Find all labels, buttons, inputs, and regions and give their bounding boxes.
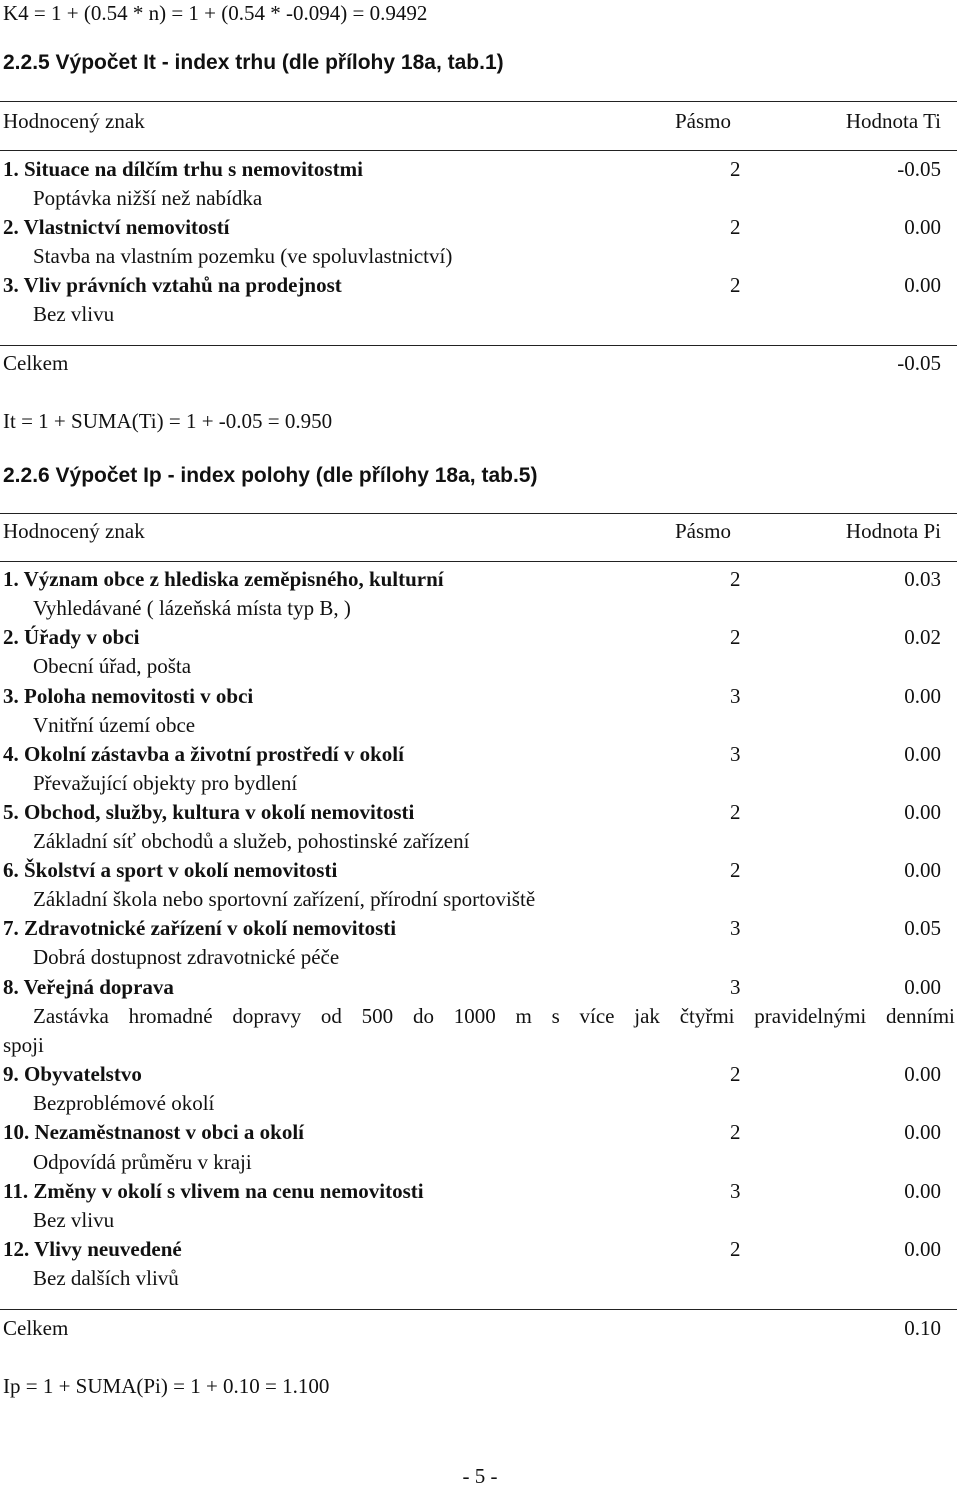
description-word: dopravy <box>232 1004 302 1028</box>
description-word: denními <box>886 1004 955 1028</box>
description-word: 500 <box>361 1004 394 1028</box>
criterion-pasmo: 2 <box>730 157 741 181</box>
criterion-title: 4. Okolní zástavba a životní prostředí v okolí <box>3 742 404 766</box>
criterion-description: Převažující objekty pro bydlení <box>33 771 298 795</box>
criterion-pasmo: 2 <box>730 1120 741 1144</box>
description-word: více <box>579 1004 615 1028</box>
column-header-hodnota: Hodnota Ti <box>845 109 941 133</box>
section-ip-heading: 2.2.6 Výpočet Ip - index polohy (dle přílohy 18a, tab.5) <box>3 464 538 487</box>
column-header-label: Hodnocený znak <box>3 109 145 133</box>
description-word: 1000 <box>453 1004 496 1028</box>
criterion-description: Stavba na vlastním pozemku (ve spoluvlastnictví) <box>33 244 453 268</box>
column-header-pasmo: Pásmo <box>675 109 732 133</box>
criterion-value: 0.00 <box>904 215 941 239</box>
total-label: Celkem <box>3 351 69 375</box>
criterion-pasmo: 2 <box>730 800 741 824</box>
criterion-pasmo: 2 <box>730 215 741 239</box>
criterion-value: 0.00 <box>904 742 941 766</box>
description-word: m <box>515 1004 532 1028</box>
total-value: 0.10 <box>904 1316 941 1340</box>
criterion-description <box>33 1004 955 1028</box>
criterion-description: Vnitřní území obce <box>33 713 196 737</box>
criterion-value: 0.02 <box>904 625 941 649</box>
criterion-pasmo: 2 <box>730 1237 741 1261</box>
description-word: do <box>412 1004 434 1028</box>
criterion-pasmo: 2 <box>730 625 741 649</box>
criterion-pasmo: 3 <box>730 1179 741 1203</box>
criterion-value: 0.00 <box>904 1237 941 1261</box>
criterion-title: 2. Úřady v obci <box>3 625 140 649</box>
it-formula: It = 1 + SUMA(Ti) = 1 + -0.05 = 0.950 <box>3 409 333 433</box>
k4-formula: K4 = 1 + (0.54 * n) = 1 + (0.54 * -0.094) = 0.9492 <box>3 1 428 25</box>
section-ip-header-bottom-rule <box>0 561 957 562</box>
description-word: čtyřmi <box>679 1004 735 1028</box>
column-header-pasmo: Pásmo <box>675 519 732 543</box>
description-word: jak <box>634 1004 660 1028</box>
criterion-description-continuation: spoji <box>3 1033 44 1057</box>
criterion-description: Bezproblémové okolí <box>33 1091 215 1115</box>
criterion-title: 5. Obchod, služby, kultura v okolí nemovitosti <box>3 800 415 824</box>
criterion-pasmo: 2 <box>730 1062 741 1086</box>
criterion-pasmo: 2 <box>730 273 741 297</box>
criterion-title: 1. Význam obce z hlediska zeměpisného, kulturní <box>3 567 444 591</box>
criterion-value: 0.00 <box>904 858 941 882</box>
column-header-label: Hodnocený znak <box>3 519 145 543</box>
criterion-pasmo: 3 <box>730 975 741 999</box>
section-it-header-bottom-rule <box>0 150 957 151</box>
page-number: - 5 - <box>462 1464 498 1488</box>
criterion-value: 0.00 <box>904 1120 941 1144</box>
criterion-description: Základní síť obchodů a služeb, pohostinské zařízení <box>33 829 470 853</box>
criterion-title: 6. Školství a sport v okolí nemovitosti <box>3 858 338 882</box>
section-it-total-rule <box>0 345 957 346</box>
criterion-description: Bez vlivu <box>33 302 115 326</box>
criterion-value: 0.03 <box>904 567 941 591</box>
criterion-description: Základní škola nebo sportovní zařízení, přírodní sportoviště <box>33 887 536 911</box>
total-label: Celkem <box>3 1316 69 1340</box>
criterion-title: 2. Vlastnictví nemovitostí <box>3 215 230 239</box>
description-word: s <box>551 1004 560 1028</box>
criterion-title: 9. Obyvatelstvo <box>3 1062 142 1086</box>
description-word: od <box>320 1004 342 1028</box>
criterion-title: 1. Situace na dílčím trhu s nemovitostmi <box>3 157 363 181</box>
criterion-title: 7. Zdravotnické zařízení v okolí nemovitosti <box>3 916 397 940</box>
criterion-value: 0.00 <box>904 684 941 708</box>
criterion-value: 0.05 <box>904 916 941 940</box>
total-value: -0.05 <box>897 351 941 375</box>
criterion-description: Dobrá dostupnost zdravotnické péče <box>33 945 340 969</box>
ip-formula: Ip = 1 + SUMA(Pi) = 1 + 0.10 = 1.100 <box>3 1374 330 1398</box>
criterion-title: 3. Poloha nemovitosti v obci <box>3 684 254 708</box>
criterion-pasmo: 3 <box>730 742 741 766</box>
criterion-title: 11. Změny v okolí s vlivem na cenu nemovitosti <box>3 1179 424 1203</box>
criterion-value: 0.00 <box>904 273 941 297</box>
section-it-header-top-rule <box>0 101 957 102</box>
criterion-title: 12. Vlivy neuvedené <box>3 1237 182 1261</box>
criterion-description: Odpovídá průměru v kraji <box>33 1150 252 1174</box>
criterion-value: 0.00 <box>904 800 941 824</box>
column-header-hodnota: Hodnota Pi <box>845 519 941 543</box>
criterion-description: Bez dalších vlivů <box>33 1266 179 1290</box>
section-ip-total-rule <box>0 1309 957 1310</box>
criterion-description: Vyhledávané ( lázeňská místa typ B, ) <box>33 596 351 620</box>
criterion-title: 8. Veřejná doprava <box>3 975 174 999</box>
criterion-title: 3. Vliv právních vztahů na prodejnost <box>3 273 342 297</box>
criterion-pasmo: 3 <box>730 684 741 708</box>
criterion-description: Poptávka nižší než nabídka <box>33 186 263 210</box>
criterion-pasmo: 2 <box>730 858 741 882</box>
criterion-title: 10. Nezaměstnanost v obci a okolí <box>3 1120 304 1144</box>
section-ip-header-top-rule <box>0 513 957 514</box>
criterion-pasmo: 3 <box>730 916 741 940</box>
criterion-value: -0.05 <box>897 157 941 181</box>
criterion-pasmo: 2 <box>730 567 741 591</box>
description-word: hromadné <box>128 1004 213 1028</box>
description-word: Zastávka <box>33 1004 109 1028</box>
criterion-value: 0.00 <box>904 975 941 999</box>
section-it-heading: 2.2.5 Výpočet It - index trhu (dle přílohy 18a, tab.1) <box>3 51 504 74</box>
criterion-value: 0.00 <box>904 1179 941 1203</box>
criterion-description: Bez vlivu <box>33 1208 115 1232</box>
criterion-value: 0.00 <box>904 1062 941 1086</box>
criterion-description: Obecní úřad, pošta <box>33 654 192 678</box>
description-word: pravidelnými <box>754 1004 867 1028</box>
